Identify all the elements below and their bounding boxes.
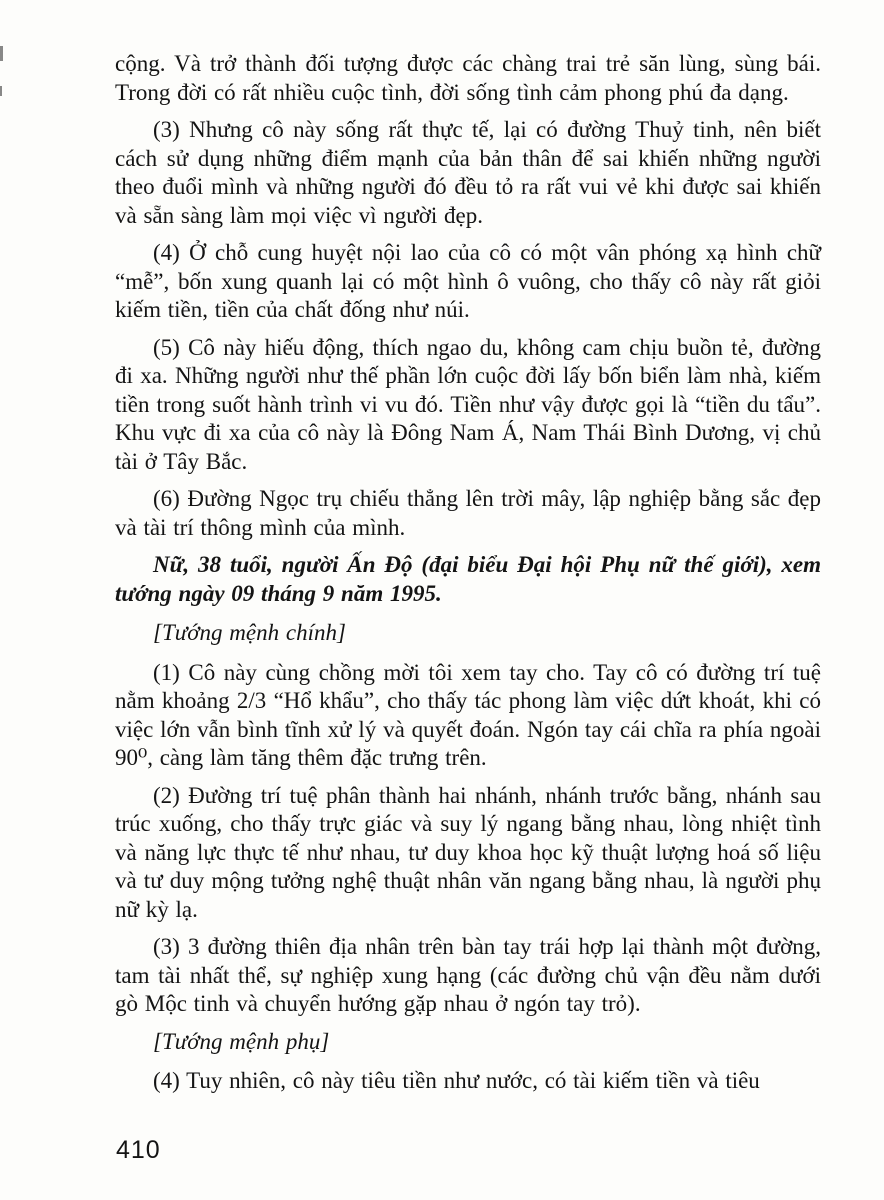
paragraph: (3) Nhưng cô này sống rất thực tế, lại có đường Thuỷ tinh, nên biết cách sử dụng những điểm mạnh của bản thân để sai khiến những người theo đuổi mình và những người đó đều tỏ ra rất vui vẻ khi được sai khiến và sẵn sàng làm mọi việc vì người đẹp. [115, 117, 821, 228]
paragraph: (4) Ở chỗ cung huyệt nội lao của cô có một vân phóng xạ hình chữ “mễ”, bốn xung quanh lại có một hình ô vuông, cho thấy cô này rất giỏi kiếm tiền, tiền của chất đống như núi. [115, 240, 821, 322]
paragraph: (5) Cô này hiếu động, thích ngao du, không cam chịu buồn tẻ, đường đi xa. Những người như thế phần lớn cuộc đời lấy bốn biển làm nhà, kiếm tiền trong suốt hành trình vi vu đó. Tiền như vậy được gọi là “tiền du tẩu”. Khu vực đi xa của cô này là Đông Nam Á, Nam Thái Bình Dương, vị chủ tài ở Tây Bắc. [115, 334, 821, 474]
text-block [115, 50, 821, 1105]
paragraph: (1) Cô này cùng chồng mời tôi xem tay cho. Tay cô có đường trí tuệ nằm khoảng 2/3 “Hổ khẩu”, cho thấy tác phong làm việc dứt khoát, khi có việc lớn vẫn bình tĩnh xử lý và quyết đoán. Ngón tay cái chĩa ra phía ngoài 90⁰, càng làm tăng thêm đặc trưng trên. [115, 659, 821, 770]
scan-edge-artifact [0, 46, 3, 61]
scan-edge-artifact [0, 86, 2, 96]
paragraph: (6) Đường Ngọc trụ chiếu thẳng lên trời mây, lập nghiệp bằng sắc đẹp và tài trí thông mình của mình. [115, 486, 821, 540]
continuation-paragraph: cộng. Và trở thành đối tượng được các chàng trai trẻ săn lùng, sùng bái. Trong đời có rất nhiều cuộc tình, đời sống tình cảm phong phú đa dạng. [115, 51, 821, 105]
section-label: [Tướng mệnh phụ] [153, 1028, 330, 1054]
page-number: 410 [116, 1136, 161, 1164]
paragraph: (4) Tuy nhiên, cô này tiêu tiền như nước, có tài kiếm tiền và tiêu [153, 1068, 760, 1093]
section-label: [Tướng mệnh chính] [153, 620, 346, 645]
paragraph: (2) Đường trí tuệ phân thành hai nhánh, nhánh trước bằng, nhánh sau trúc xuống, cho thấy trực giác và suy lý ngang bằng nhau, lòng nhiệt tình và năng lực thực tế như nhau, tư duy khoa học kỹ thuật lượng hoá số liệu và tư duy mộng tưởng nghệ thuật nhân văn ngang bằng nhau, là người phụ nữ kỳ lạ. [115, 782, 821, 922]
section-heading: Nữ, 38 tuổi, người Ấn Độ (đại biểu Đại hội Phụ nữ thế giới), xem tướng ngày 09 tháng 9 năm 1995. [115, 552, 821, 606]
paragraph: (3) 3 đường thiên địa nhân trên bàn tay trái hợp lại thành một đường, tam tài nhất thể, sự nghiệp xung hạng (các đường chủ vận đều nằm dưới gò Mộc tinh và chuyển hướng gặp nhau ở ngón tay trỏ). [115, 934, 821, 1016]
